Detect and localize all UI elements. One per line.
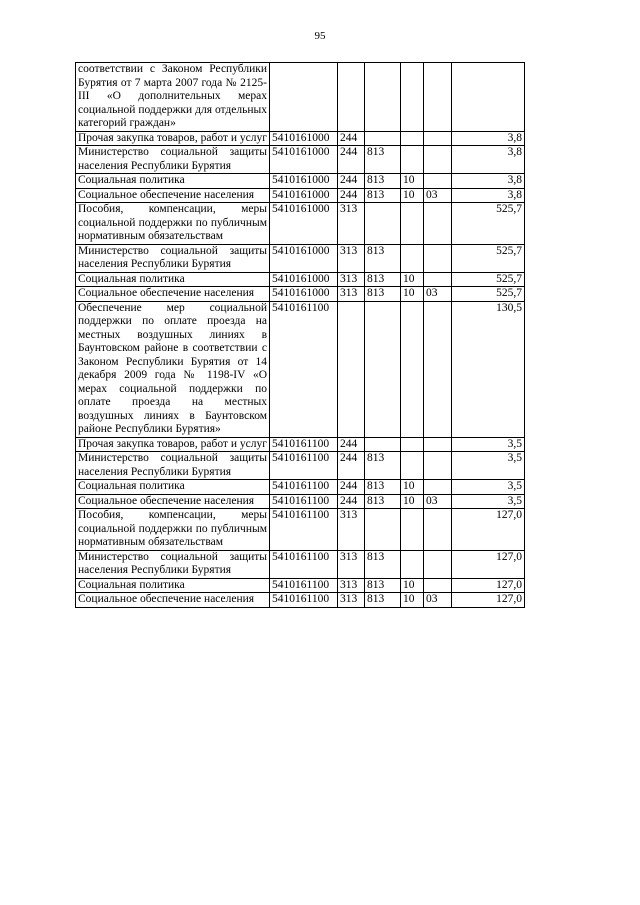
department-code-cell (365, 131, 401, 146)
target-article-cell: 5410161100 (270, 550, 338, 578)
target-article-cell (270, 63, 338, 132)
subsection-cell (424, 174, 452, 189)
department-code-cell: 813 (365, 578, 401, 593)
table-row (76, 437, 525, 452)
department-code-cell (365, 63, 401, 132)
department-code-cell (365, 301, 401, 437)
amount-cell: 127,0 (452, 578, 525, 593)
department-code-cell: 813 (365, 287, 401, 302)
subsection-cell (424, 244, 452, 272)
amount-cell: 3,8 (452, 146, 525, 174)
department-code-cell (365, 509, 401, 551)
expense-type-cell (338, 301, 365, 437)
row-name-cell: Социальное обеспечение населения (76, 287, 270, 302)
target-article-cell: 5410161000 (270, 174, 338, 189)
expense-type-cell: 244 (338, 188, 365, 203)
row-name-cell: Пособия, компенсации, меры социальной поддержки по публичным нормативным обязательствам (76, 203, 270, 245)
row-name-cell: Обеспечение мер социальной поддержки по оплате проезда на местных воздушных линиях в Баунтовском районе в соответствии с Законом Республики Бурятия от 14 декабря 2009 года № 1198-IV «О мерах социальной поддержки по оплате проезда на местных воздушных линиях в Баунтовском районе Республики Бурятия» (76, 301, 270, 437)
table-row (76, 494, 525, 509)
table-row (76, 131, 525, 146)
subsection-cell: 03 (424, 494, 452, 509)
amount-cell: 130,5 (452, 301, 525, 437)
department-code-cell: 813 (365, 593, 401, 608)
budget-table (75, 62, 525, 608)
row-name-cell: Министерство социальной защиты населения Республики Бурятия (76, 244, 270, 272)
subsection-cell (424, 131, 452, 146)
target-article-cell: 5410161000 (270, 272, 338, 287)
target-article-cell: 5410161100 (270, 452, 338, 480)
target-article-cell: 5410161000 (270, 287, 338, 302)
subsection-cell: 03 (424, 593, 452, 608)
expense-type-cell: 244 (338, 437, 365, 452)
row-name-cell: Министерство социальной защиты населения Республики Бурятия (76, 550, 270, 578)
row-name-cell: Социальная политика (76, 578, 270, 593)
target-article-cell: 5410161000 (270, 146, 338, 174)
amount-cell: 3,5 (452, 452, 525, 480)
expense-type-cell: 313 (338, 287, 365, 302)
amount-cell: 3,8 (452, 131, 525, 146)
section-cell (401, 509, 424, 551)
amount-cell: 127,0 (452, 509, 525, 551)
department-code-cell: 813 (365, 272, 401, 287)
target-article-cell: 5410161100 (270, 593, 338, 608)
section-cell: 10 (401, 188, 424, 203)
page-number: 95 (314, 30, 326, 42)
target-article-cell: 5410161100 (270, 301, 338, 437)
subsection-cell (424, 63, 452, 132)
row-name-cell: Социальное обеспечение населения (76, 494, 270, 509)
section-cell (401, 63, 424, 132)
row-name-cell: Прочая закупка товаров, работ и услуг (76, 437, 270, 452)
target-article-cell: 5410161100 (270, 480, 338, 495)
department-code-cell: 813 (365, 452, 401, 480)
amount-cell: 525,7 (452, 203, 525, 245)
expense-type-cell: 313 (338, 509, 365, 551)
subsection-cell (424, 146, 452, 174)
expense-type-cell: 244 (338, 131, 365, 146)
row-name-cell: Социальная политика (76, 480, 270, 495)
expense-type-cell: 313 (338, 593, 365, 608)
table-row (76, 188, 525, 203)
amount-cell: 127,0 (452, 550, 525, 578)
row-name-cell: Пособия, компенсации, меры социальной поддержки по публичным нормативным обязательствам (76, 509, 270, 551)
target-article-cell: 5410161000 (270, 244, 338, 272)
department-code-cell (365, 203, 401, 245)
amount-cell: 525,7 (452, 272, 525, 287)
table-row (76, 480, 525, 495)
subsection-cell (424, 480, 452, 495)
table-row (76, 509, 525, 551)
subsection-cell (424, 272, 452, 287)
department-code-cell: 813 (365, 146, 401, 174)
subsection-cell: 03 (424, 287, 452, 302)
table-body (76, 63, 525, 608)
table-row (76, 287, 525, 302)
section-cell (401, 203, 424, 245)
section-cell: 10 (401, 272, 424, 287)
section-cell (401, 437, 424, 452)
table-row (76, 174, 525, 189)
subsection-cell (424, 578, 452, 593)
target-article-cell: 5410161100 (270, 509, 338, 551)
row-name-cell: соответствии с Законом Республики Бурятия от 7 марта 2007 года № 2125-III «О дополнительных мерах социальной поддержки для отдельных категорий граждан» (76, 63, 270, 132)
section-cell: 10 (401, 578, 424, 593)
subsection-cell (424, 550, 452, 578)
table-row (76, 146, 525, 174)
section-cell: 10 (401, 593, 424, 608)
expense-type-cell: 313 (338, 272, 365, 287)
table-row (76, 244, 525, 272)
target-article-cell: 5410161100 (270, 437, 338, 452)
section-cell: 10 (401, 174, 424, 189)
expense-type-cell: 313 (338, 550, 365, 578)
amount-cell: 525,7 (452, 287, 525, 302)
expense-type-cell: 244 (338, 452, 365, 480)
section-cell (401, 244, 424, 272)
row-name-cell: Министерство социальной защиты населения Республики Бурятия (76, 146, 270, 174)
table-row (76, 578, 525, 593)
amount-cell: 3,5 (452, 494, 525, 509)
amount-cell: 127,0 (452, 593, 525, 608)
amount-cell: 3,8 (452, 174, 525, 189)
table-row (76, 593, 525, 608)
section-cell (401, 131, 424, 146)
row-name-cell: Прочая закупка товаров, работ и услуг (76, 131, 270, 146)
amount-cell (452, 63, 525, 132)
department-code-cell: 813 (365, 550, 401, 578)
section-cell (401, 452, 424, 480)
table-row (76, 272, 525, 287)
amount-cell: 3,8 (452, 188, 525, 203)
subsection-cell (424, 301, 452, 437)
expense-type-cell (338, 63, 365, 132)
section-cell: 10 (401, 494, 424, 509)
subsection-cell (424, 452, 452, 480)
section-cell: 10 (401, 287, 424, 302)
table-row (76, 550, 525, 578)
expense-type-cell: 313 (338, 244, 365, 272)
department-code-cell: 813 (365, 480, 401, 495)
department-code-cell: 813 (365, 188, 401, 203)
section-cell (401, 301, 424, 437)
subsection-cell (424, 509, 452, 551)
target-article-cell: 5410161000 (270, 131, 338, 146)
amount-cell: 525,7 (452, 244, 525, 272)
row-name-cell: Министерство социальной защиты населения Республики Бурятия (76, 452, 270, 480)
department-code-cell: 813 (365, 244, 401, 272)
department-code-cell: 813 (365, 174, 401, 189)
row-name-cell: Социальное обеспечение населения (76, 188, 270, 203)
table-row (76, 203, 525, 245)
table-row (76, 63, 525, 132)
table-row (76, 301, 525, 437)
row-name-cell: Социальное обеспечение населения (76, 593, 270, 608)
subsection-cell (424, 203, 452, 245)
target-article-cell: 5410161100 (270, 494, 338, 509)
expense-type-cell: 313 (338, 578, 365, 593)
row-name-cell: Социальная политика (76, 272, 270, 287)
subsection-cell (424, 437, 452, 452)
expense-type-cell: 244 (338, 494, 365, 509)
section-cell (401, 146, 424, 174)
target-article-cell: 5410161000 (270, 203, 338, 245)
expense-type-cell: 313 (338, 203, 365, 245)
department-code-cell (365, 437, 401, 452)
amount-cell: 3,5 (452, 480, 525, 495)
section-cell: 10 (401, 480, 424, 495)
expense-type-cell: 244 (338, 174, 365, 189)
expense-type-cell: 244 (338, 480, 365, 495)
department-code-cell: 813 (365, 494, 401, 509)
section-cell (401, 550, 424, 578)
expense-type-cell: 244 (338, 146, 365, 174)
target-article-cell: 5410161000 (270, 188, 338, 203)
row-name-cell: Социальная политика (76, 174, 270, 189)
amount-cell: 3,5 (452, 437, 525, 452)
target-article-cell: 5410161100 (270, 578, 338, 593)
subsection-cell: 03 (424, 188, 452, 203)
table-row (76, 452, 525, 480)
